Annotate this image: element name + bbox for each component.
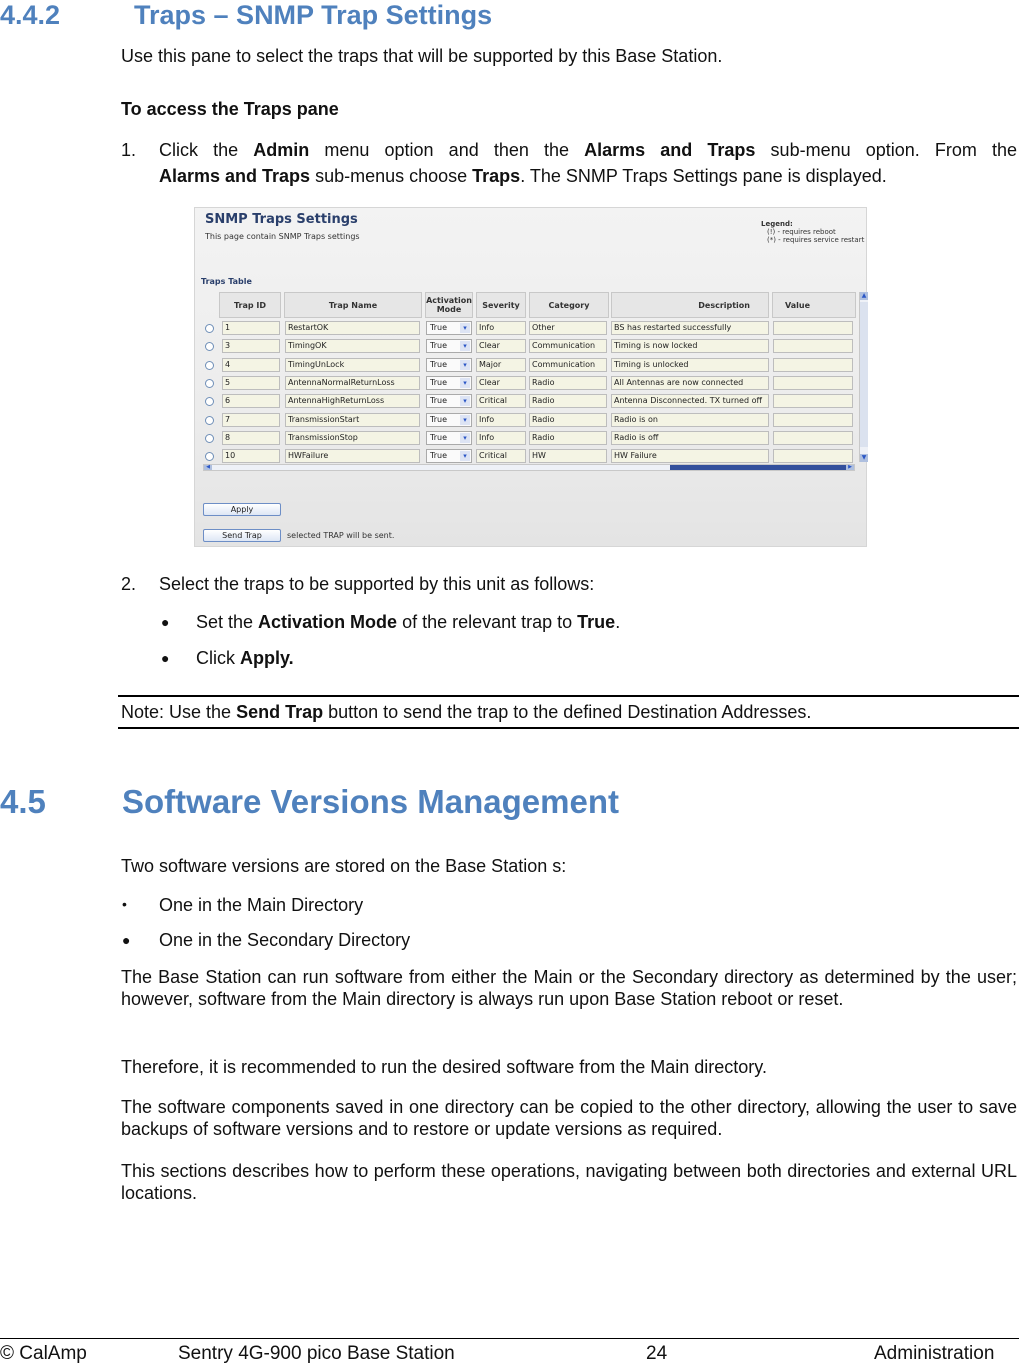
col-trap-name: Trap Name bbox=[284, 292, 422, 318]
chevron-down-icon: ▾ bbox=[460, 451, 470, 461]
chevron-down-icon: ▾ bbox=[460, 341, 470, 351]
pane-subtitle: This page contain SNMP Traps settings bbox=[205, 232, 360, 241]
col-category: Category bbox=[529, 292, 609, 318]
value-field[interactable] bbox=[773, 321, 853, 335]
note-top-rule bbox=[118, 695, 1019, 697]
activation-mode-select[interactable]: True ▾ bbox=[426, 358, 472, 372]
section-title: Software Versions Management bbox=[122, 783, 619, 820]
category-field[interactable]: Radio bbox=[529, 376, 607, 390]
section-number: 4.5 bbox=[0, 783, 46, 820]
severity-field[interactable]: Clear bbox=[476, 339, 526, 353]
severity-field[interactable]: Clear bbox=[476, 376, 526, 390]
category-field[interactable]: HW bbox=[529, 449, 607, 463]
activation-mode-select[interactable]: True ▾ bbox=[426, 339, 472, 353]
col-activation-mode: Activation Mode bbox=[425, 292, 473, 318]
paragraph-5: This sections describes how to perform these operations, navigating between both directories and external URL locations. bbox=[121, 1161, 1017, 1203]
step1-line2: Alarms and Traps sub-menus choose Traps. The SNMP Traps Settings pane is displayed. bbox=[159, 166, 887, 186]
trap-name-field[interactable]: TimingUnLock bbox=[285, 358, 420, 372]
send-trap-button[interactable]: Send Trap bbox=[203, 529, 281, 542]
chevron-down-icon: ▾ bbox=[460, 323, 470, 333]
horizontal-scrollbar[interactable]: ◀ ▶ bbox=[203, 464, 855, 471]
trap-id-field[interactable]: 6 bbox=[222, 394, 280, 408]
category-field[interactable]: Radio bbox=[529, 431, 607, 445]
row-select-radio[interactable] bbox=[205, 397, 214, 406]
trap-name-field[interactable]: RestartOK bbox=[285, 321, 420, 335]
footer-page-number: 24 bbox=[646, 1343, 668, 1364]
value-field[interactable] bbox=[773, 376, 853, 390]
severity-field[interactable]: Critical bbox=[476, 394, 526, 408]
chevron-down-icon: ▾ bbox=[460, 433, 470, 443]
step1-line1: Click the Admin menu option and then the Alarms and Traps sub-menu option. From the bbox=[159, 140, 1018, 160]
value-field[interactable] bbox=[773, 358, 853, 372]
footer-product: Sentry 4G-900 pico Base Station bbox=[178, 1343, 455, 1364]
description-field[interactable]: HW Failure bbox=[611, 449, 769, 463]
footer-copyright: © CalAmp bbox=[0, 1343, 87, 1364]
step2-text: Select the traps to be supported by this unit as follows: bbox=[159, 574, 595, 594]
intro-text: Use this pane to select the traps that will be supported by this Base Station. bbox=[121, 46, 723, 66]
severity-field[interactable]: Info bbox=[476, 321, 526, 335]
severity-field[interactable]: Critical bbox=[476, 449, 526, 463]
trap-id-field[interactable]: 10 bbox=[222, 449, 280, 463]
col-value: Value bbox=[772, 292, 856, 318]
activation-mode-select[interactable]: True ▾ bbox=[426, 394, 472, 408]
severity-field[interactable]: Major bbox=[476, 358, 526, 372]
trap-id-field[interactable]: 1 bbox=[222, 321, 280, 335]
description-field[interactable]: BS has restarted successfully bbox=[611, 321, 769, 335]
trap-id-field[interactable]: 8 bbox=[222, 431, 280, 445]
chevron-down-icon: ▾ bbox=[460, 396, 470, 406]
row-select-radio[interactable] bbox=[205, 452, 214, 461]
trap-id-field[interactable]: 7 bbox=[222, 413, 280, 427]
row-select-radio[interactable] bbox=[205, 379, 214, 388]
legend: Legend: (!) - requires reboot (*) - requires service restart bbox=[761, 220, 865, 244]
footer-chapter: Administration bbox=[874, 1343, 995, 1364]
value-field[interactable] bbox=[773, 339, 853, 353]
category-field[interactable]: Communication bbox=[529, 358, 607, 372]
step1-number: 1. bbox=[121, 140, 137, 160]
activation-mode-select[interactable]: True ▾ bbox=[426, 321, 472, 335]
value-field[interactable] bbox=[773, 394, 853, 408]
trap-name-field[interactable]: HWFailure bbox=[285, 449, 420, 463]
activation-mode-select[interactable]: True ▾ bbox=[426, 376, 472, 390]
row-select-radio[interactable] bbox=[205, 416, 214, 425]
list-item: One in the Secondary Directory bbox=[159, 930, 411, 950]
description-field[interactable]: Timing is now locked bbox=[611, 339, 769, 353]
category-field[interactable]: Other bbox=[529, 321, 607, 335]
col-description: Description bbox=[611, 292, 769, 318]
trap-name-field[interactable]: TransmissionStop bbox=[285, 431, 420, 445]
pane-title: SNMP Traps Settings bbox=[205, 212, 358, 227]
value-field[interactable] bbox=[773, 413, 853, 427]
paragraph-4: The software components saved in one directory can be copied to the other directory, allowing the user to save backups of software versions and to restore or update versions as required. bbox=[121, 1097, 1017, 1139]
vertical-scrollbar[interactable]: ▲ ▼ bbox=[859, 292, 868, 462]
access-heading: To access the Traps pane bbox=[121, 99, 339, 119]
step2-number: 2. bbox=[121, 574, 137, 594]
list-item: One in the Main Directory bbox=[159, 895, 364, 915]
bullet-click-apply: Click Apply. bbox=[196, 648, 294, 668]
severity-field[interactable]: Info bbox=[476, 431, 526, 445]
col-trap-id: Trap ID bbox=[219, 292, 281, 318]
section-number: 4.4.2 bbox=[0, 0, 61, 30]
description-field[interactable]: Radio is off bbox=[611, 431, 769, 445]
row-select-radio[interactable] bbox=[205, 434, 214, 443]
value-field[interactable] bbox=[773, 431, 853, 445]
trap-name-field[interactable]: TransmissionStart bbox=[285, 413, 420, 427]
activation-mode-select[interactable]: True ▾ bbox=[426, 449, 472, 463]
chevron-down-icon: ▾ bbox=[460, 415, 470, 425]
trap-name-field[interactable]: AntennaNormalReturnLoss bbox=[285, 376, 420, 390]
description-field[interactable]: Radio is on bbox=[611, 413, 769, 427]
chevron-down-icon: ▾ bbox=[460, 360, 470, 370]
severity-field[interactable]: Info bbox=[476, 413, 526, 427]
trap-id-field[interactable]: 3 bbox=[222, 339, 280, 353]
activation-mode-select[interactable]: True ▾ bbox=[426, 413, 472, 427]
description-field[interactable]: All Antennas are now connected bbox=[611, 376, 769, 390]
description-field[interactable]: Timing is unlocked bbox=[611, 358, 769, 372]
note-text: Note: Use the Send Trap button to send the trap to the defined Destination Addresses. bbox=[121, 702, 812, 722]
bullet-dot: ● bbox=[161, 650, 170, 666]
row-select-radio[interactable] bbox=[205, 324, 214, 333]
value-field[interactable] bbox=[773, 449, 853, 463]
row-select-radio[interactable] bbox=[205, 361, 214, 370]
trap-id-field[interactable]: 5 bbox=[222, 376, 280, 390]
paragraph-3: Therefore, it is recommended to run the desired software from the Main directory. bbox=[121, 1057, 767, 1077]
category-field[interactable]: Radio bbox=[529, 413, 607, 427]
snmp-traps-screenshot bbox=[194, 207, 867, 547]
note-bottom-rule bbox=[118, 727, 1019, 729]
footer-rule bbox=[0, 1338, 1019, 1339]
category-field[interactable]: Radio bbox=[529, 394, 607, 408]
paragraph-1: Two software versions are stored on the Base Station s: bbox=[121, 856, 567, 876]
trap-id-field[interactable]: 4 bbox=[222, 358, 280, 372]
bullet-dot: ● bbox=[122, 932, 131, 948]
section-title: Traps – SNMP Trap Settings bbox=[134, 0, 493, 30]
send-trap-message: selected TRAP will be sent. bbox=[287, 531, 395, 540]
bullet-dot: ● bbox=[161, 614, 170, 630]
description-field[interactable]: Antenna Disconnected. TX turned off bbox=[611, 394, 769, 408]
traps-table-title: Traps Table bbox=[201, 277, 252, 286]
trap-name-field[interactable]: TimingOK bbox=[285, 339, 420, 353]
apply-button[interactable]: Apply bbox=[203, 503, 281, 516]
trap-name-field[interactable]: AntennaHighReturnLoss bbox=[285, 394, 420, 408]
bullet-activation-mode: Set the Activation Mode of the relevant trap to True. bbox=[196, 612, 621, 632]
row-select-radio[interactable] bbox=[205, 342, 214, 351]
bullet-dot: • bbox=[122, 896, 127, 912]
col-severity: Severity bbox=[476, 292, 526, 318]
paragraph-2: The Base Station can run software from either the Main or the Secondary directory as determined by the user; however, software from the Main directory is always run upon Base Station reboot or reset. bbox=[121, 967, 1017, 1009]
chevron-down-icon: ▾ bbox=[460, 378, 470, 388]
category-field[interactable]: Communication bbox=[529, 339, 607, 353]
activation-mode-select[interactable]: True ▾ bbox=[426, 431, 472, 445]
